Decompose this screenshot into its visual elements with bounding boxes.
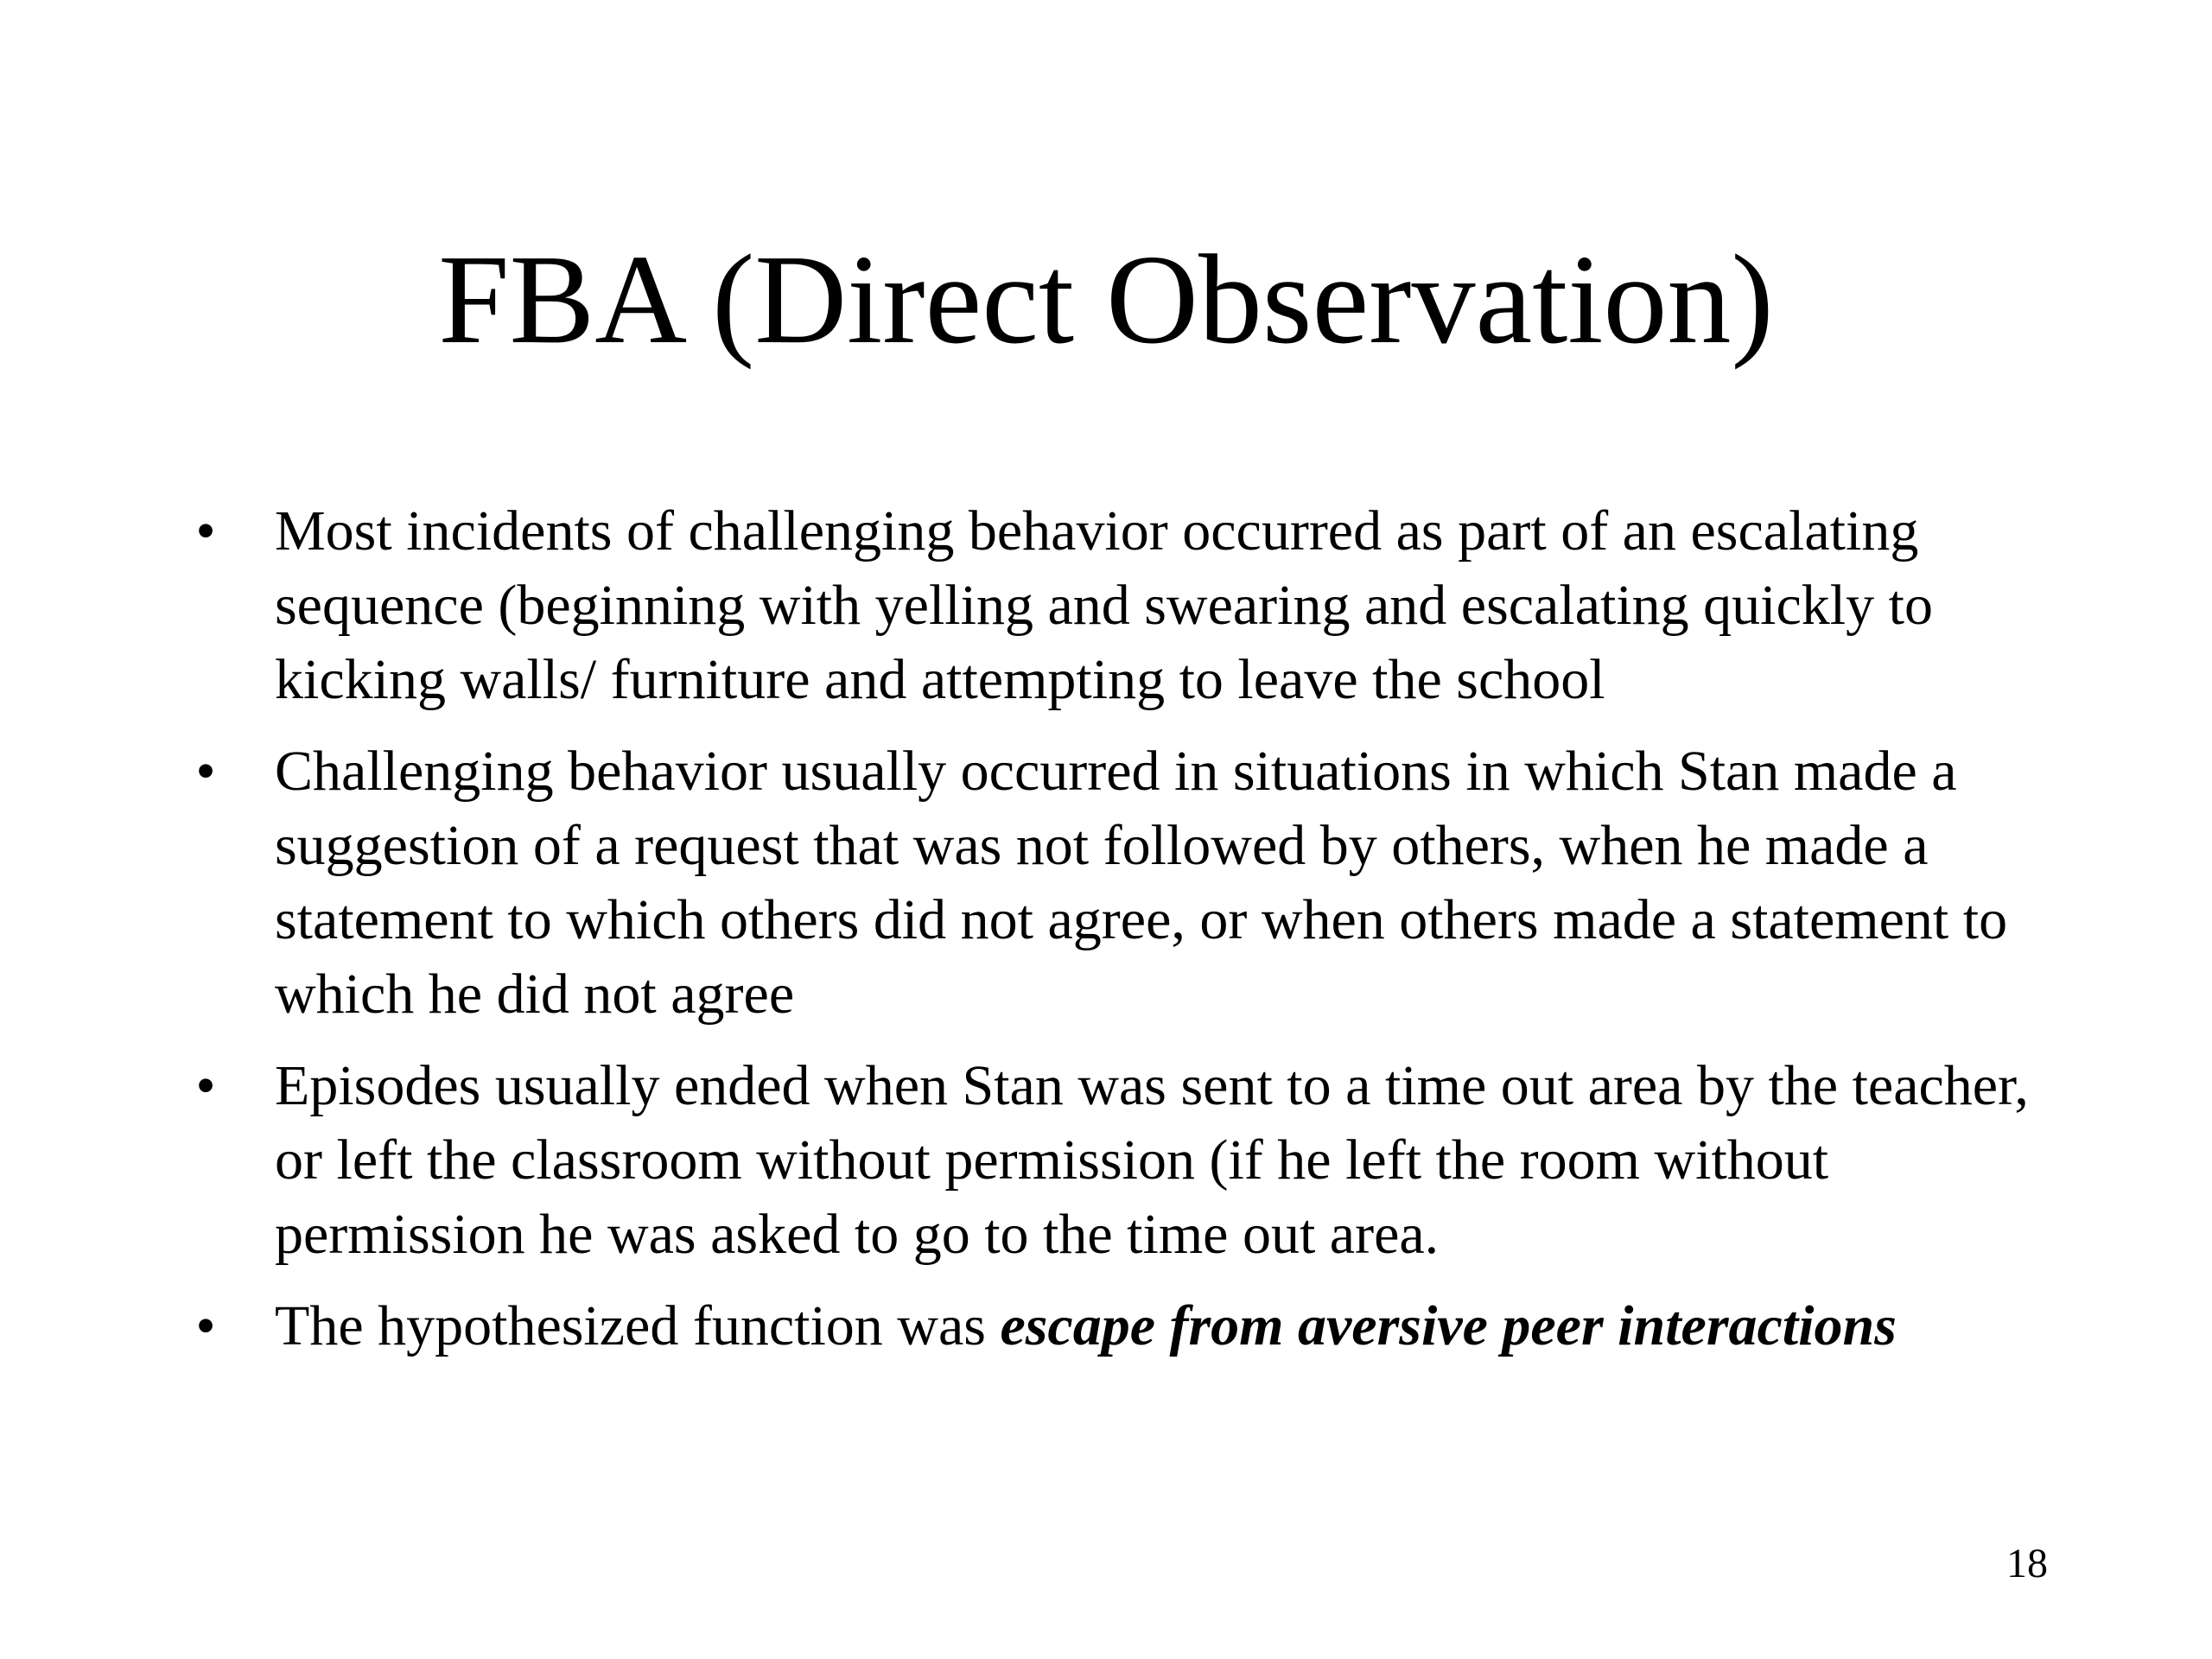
- bullet-list: [0, 494, 2212, 1381]
- bullet-marker: •: [195, 740, 216, 803]
- bullet-marker: •: [195, 1294, 216, 1357]
- slide-number: 18: [2006, 1541, 2048, 1586]
- bullet-marker: •: [195, 499, 216, 563]
- bullet-text: Challenging behavior usually occurred in situations in which Stan made a suggestion of a request that was not followed by others, when he made a statement to which others did not agree, or when others made a statement to which he did not agree: [275, 740, 2008, 1026]
- bullet-item: [0, 494, 2212, 717]
- bullet-text: [275, 1289, 2056, 1363]
- emphasized-phrase: escape from aversive peer interactions: [1000, 1294, 1897, 1357]
- bullet-marker: •: [195, 1054, 216, 1117]
- bullet-text: Most incidents of challenging behavior occurred as part of an escalating sequence (beginning with yelling and swearing and escalating quickly to kicking walls/ furniture and attempting to leave the school: [275, 499, 1933, 711]
- bullet-text: Episodes usually ended when Stan was sent to a time out area by the teacher, or left the classroom without permission (if he left the room without permission he was asked to go to the time out area.: [275, 1054, 2029, 1266]
- slide-title: FBA (Direct Observation): [438, 229, 1774, 371]
- bullet-text-lead: The hypothesized function was: [275, 1294, 1001, 1357]
- bullet-item: [0, 1289, 2212, 1363]
- bullet-item: [0, 734, 2212, 1032]
- bullet-item: [0, 1049, 2212, 1272]
